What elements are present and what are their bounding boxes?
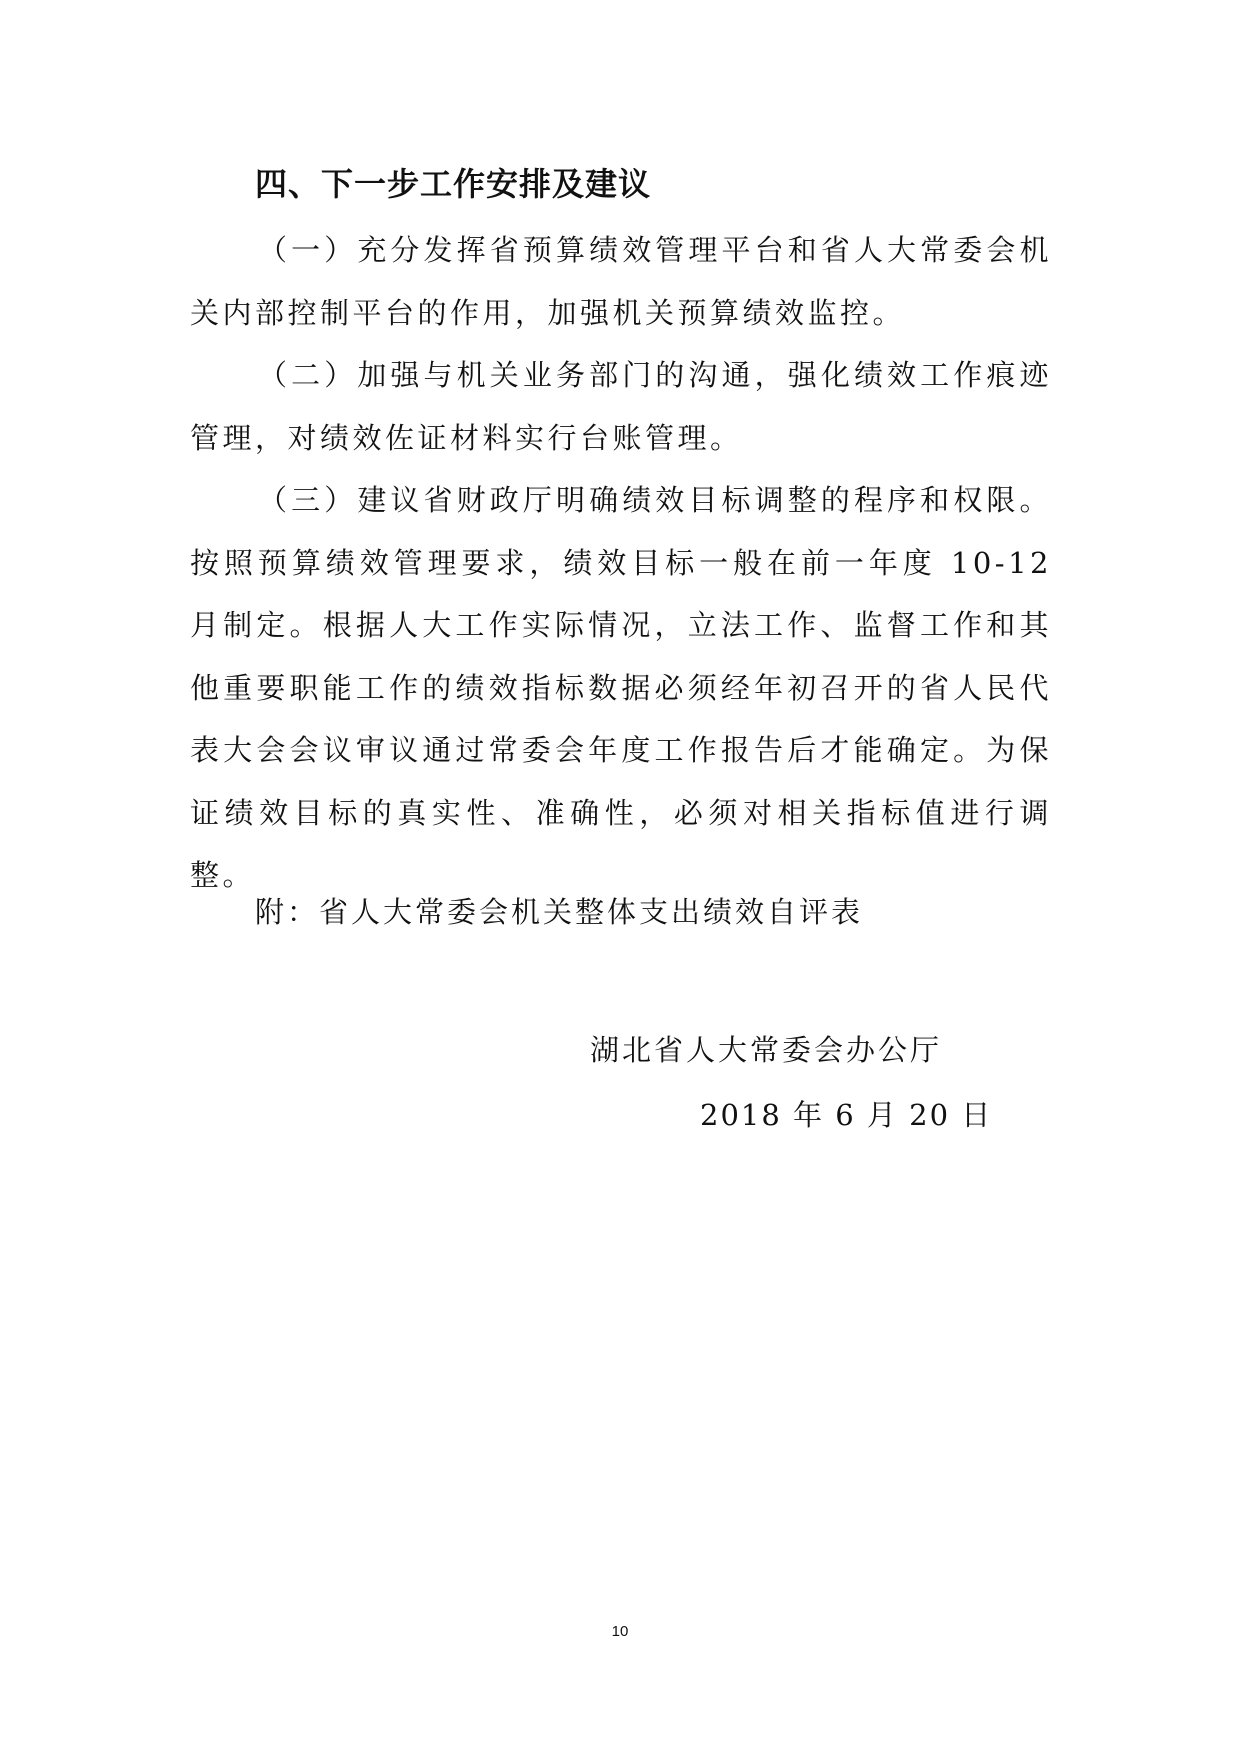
section-heading: 四、下一步工作安排及建议 [255,165,652,203]
issuer-signature: 湖北省人大常委会办公厅 [590,1033,943,1067]
paragraph-item-2: （二）加强与机关业务部门的沟通，强化绩效工作痕迹管理，对绩效佐证材料实行台账管理。 [190,358,1052,455]
paragraph-item-3: （三）建议省财政厅明确绩效目标调整的程序和权限。按照预算绩效管理要求，绩效目标一般在前一年度 10-12 月制定。根据人大工作实际情况，立法工作、监督工作和其他重要职能工作的绩效指标数据必须经年初召开的省人民代表大会会议审议通过常委会年度工作报告后才能确定。为保证绩效目标的真实性、准确性，必须对相关指标值进行调整。 [190,483,1052,892]
issue-date: 2018 年 6 月 20 日 [700,1098,993,1132]
attachment-note: 附：省人大常委会机关整体支出绩效自评表 [255,895,864,929]
paragraph-item-1: （一）充分发挥省预算绩效管理平台和省人大常委会机关内部控制平台的作用，加强机关预算绩效监控。 [190,233,1052,330]
page-number: 10 [611,1623,629,1640]
